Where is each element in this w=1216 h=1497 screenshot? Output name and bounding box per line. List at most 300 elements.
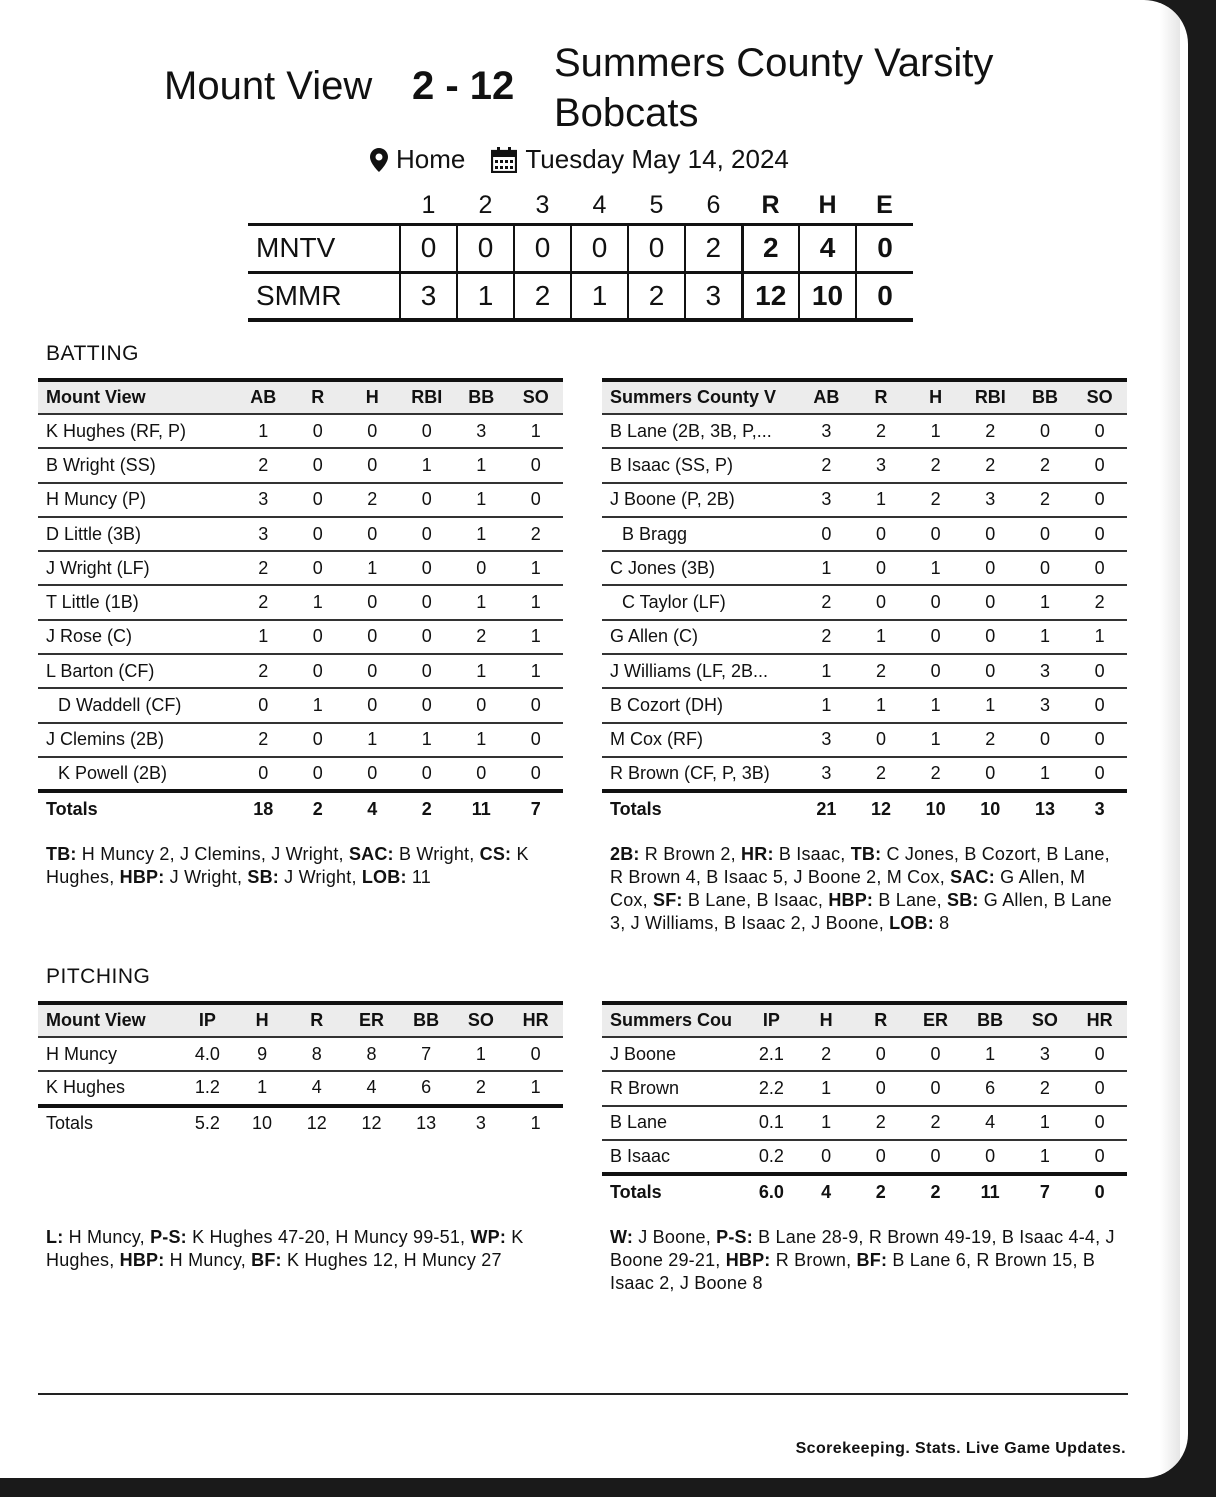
- pitching-section-title: PITCHING: [46, 965, 151, 988]
- stat-value: 0: [345, 414, 400, 448]
- stat-value: 2: [345, 483, 400, 517]
- stat-value: 3: [799, 414, 854, 448]
- total-value: 21: [799, 791, 854, 825]
- stat-value: 2: [799, 585, 854, 619]
- stats-column-header: RBI: [400, 380, 455, 414]
- stats-column-header: H: [235, 1003, 290, 1037]
- total-value: 11: [963, 1174, 1018, 1208]
- stat-value: 0: [854, 551, 909, 585]
- linescore-row: [248, 272, 913, 320]
- stat-value: 2: [799, 448, 854, 482]
- stat-value: 1: [345, 723, 400, 757]
- player-row: [602, 1071, 1127, 1105]
- inning-runs: 0: [628, 224, 685, 272]
- stat-value: 1: [400, 723, 455, 757]
- stat-value: 1.2: [180, 1071, 235, 1105]
- stat-value: 0: [400, 551, 455, 585]
- stat-value: 1: [509, 551, 564, 585]
- stat-value: 0: [291, 483, 346, 517]
- stat-value: 0: [400, 483, 455, 517]
- stats-column-header: R: [854, 380, 909, 414]
- note-label: P-S:: [150, 1227, 187, 1247]
- stat-value: 1: [908, 551, 963, 585]
- player-name: J Clemins (2B): [38, 723, 236, 757]
- stat-value: 1: [854, 483, 909, 517]
- totals-label: Totals: [38, 791, 236, 825]
- stat-value: 0: [400, 757, 455, 791]
- total-value: 18: [236, 791, 291, 825]
- stats-team-header: Summers County V: [602, 380, 799, 414]
- stat-value: 0: [1072, 723, 1127, 757]
- stat-value: 1: [454, 517, 509, 551]
- note-label: BF:: [856, 1250, 888, 1270]
- player-name: B Isaac (SS, P): [602, 448, 799, 482]
- note-text: B Lane 28-9, R Brown 49-19, B Isaac 4-4, J Boone 29-21,: [610, 1227, 1115, 1270]
- batting-section-title: BATTING: [46, 342, 139, 365]
- stat-value: 1: [908, 414, 963, 448]
- stat-value: 0: [1072, 1071, 1127, 1105]
- stat-value: 0: [291, 448, 346, 482]
- totals-label: Totals: [602, 791, 799, 825]
- player-name: B Lane: [602, 1106, 744, 1140]
- stat-value: 0: [908, 585, 963, 619]
- stat-value: 1: [400, 448, 455, 482]
- player-row: [38, 620, 563, 654]
- stat-value: 2: [963, 414, 1018, 448]
- stat-value: 1: [908, 688, 963, 722]
- stat-value: 1: [454, 483, 509, 517]
- map-pin-icon: [370, 148, 388, 172]
- stat-value: 1: [963, 1037, 1018, 1071]
- stat-value: 0: [963, 551, 1018, 585]
- stat-value: 0: [345, 585, 400, 619]
- stat-value: 1: [291, 585, 346, 619]
- stats-column-header: RBI: [963, 380, 1018, 414]
- stat-value: 2: [236, 448, 291, 482]
- inning-runs: 0: [400, 224, 457, 272]
- stat-value: 1: [854, 620, 909, 654]
- stat-value: 2: [1018, 448, 1073, 482]
- player-row: [38, 448, 563, 482]
- note-label: P-S:: [716, 1227, 753, 1247]
- inning-runs: 1: [457, 272, 514, 320]
- player-row: [602, 1037, 1127, 1071]
- player-name: B Isaac: [602, 1140, 744, 1174]
- stat-value: 3: [236, 517, 291, 551]
- note-text: R Brown,: [770, 1250, 857, 1270]
- note-text: C Jones, B Cozort, B Lane, R Brown 4, B Isaac 5, J Boone 2, M Cox,: [610, 844, 1110, 887]
- note-text: K Hughes 12, H Muncy 27: [281, 1250, 502, 1270]
- footer-divider: [38, 1393, 1128, 1395]
- total-value: 3: [454, 1106, 509, 1140]
- note-text: 11: [406, 867, 431, 887]
- stat-value: 3: [799, 757, 854, 791]
- stat-value: 0: [1072, 654, 1127, 688]
- stats-column-header: IP: [180, 1003, 235, 1037]
- linescore-header-row: [248, 188, 913, 224]
- player-name: J Wright (LF): [38, 551, 236, 585]
- player-name: H Muncy: [38, 1037, 180, 1071]
- stat-value: 0: [963, 585, 1018, 619]
- home-pitching-notes: [610, 1226, 1115, 1295]
- home-team-name: Summers County Varsity Bobcats: [554, 41, 994, 135]
- stat-value: 0: [509, 448, 564, 482]
- page-edge-shadow: [1160, 0, 1180, 1478]
- stat-value: 0: [345, 620, 400, 654]
- stats-column-header: H: [908, 380, 963, 414]
- note-text: 8: [933, 913, 950, 933]
- linescore-row: [248, 224, 913, 272]
- stat-value: 0: [908, 654, 963, 688]
- player-row: [602, 620, 1127, 654]
- total-value: 1: [508, 1106, 563, 1140]
- totals-row: [38, 1106, 563, 1140]
- stat-value: 0: [454, 551, 509, 585]
- totals-row: [38, 791, 563, 825]
- stat-value: 3: [799, 483, 854, 517]
- stat-value: 0: [1072, 757, 1127, 791]
- note-label: HBP:: [119, 1250, 165, 1270]
- stat-value: 2: [908, 448, 963, 482]
- total-runs: 2: [742, 224, 799, 272]
- player-name: C Jones (3B): [602, 551, 799, 585]
- linescore-team: MNTV: [248, 224, 400, 272]
- stat-value: 1: [1072, 620, 1127, 654]
- note-label: L:: [46, 1227, 64, 1247]
- stat-value: 0: [1072, 517, 1127, 551]
- stat-value: 6: [963, 1071, 1018, 1105]
- total-value: 2: [853, 1174, 908, 1208]
- inning-header: 4: [592, 190, 607, 219]
- stat-value: 0: [1072, 414, 1127, 448]
- stats-column-header: BB: [1018, 380, 1073, 414]
- note-label: WP:: [470, 1227, 507, 1247]
- player-name: D Little (3B): [38, 517, 236, 551]
- player-row: [602, 483, 1127, 517]
- stat-value: 0: [400, 688, 455, 722]
- stat-value: 1: [236, 620, 291, 654]
- inning-header: 6: [706, 190, 721, 219]
- runs-header: R: [761, 190, 780, 219]
- note-label: TB:: [46, 844, 77, 864]
- player-name: H Muncy (P): [38, 483, 236, 517]
- stat-value: 0: [853, 1140, 908, 1174]
- footer-tagline: Scorekeeping. Stats. Live Game Updates.: [795, 1440, 1126, 1457]
- stats-header-row: [38, 380, 563, 414]
- player-name: K Hughes: [38, 1071, 180, 1105]
- stat-value: 0: [291, 620, 346, 654]
- note-label: BF:: [251, 1250, 282, 1270]
- stat-value: 0: [799, 1140, 854, 1174]
- stat-value: 0: [854, 723, 909, 757]
- stat-value: 0: [345, 517, 400, 551]
- player-row: [38, 757, 563, 791]
- note-text: K Hughes 47-20, H Muncy 99-51,: [186, 1227, 471, 1247]
- stats-column-header: R: [853, 1003, 908, 1037]
- stat-value: 1: [908, 723, 963, 757]
- stat-value: 0: [853, 1071, 908, 1105]
- stat-value: 1: [963, 688, 1018, 722]
- note-label: HBP:: [828, 890, 874, 910]
- total-value: 0: [1072, 1174, 1127, 1208]
- player-row: [602, 414, 1127, 448]
- stat-value: 4: [963, 1106, 1018, 1140]
- inning-header: 3: [535, 190, 550, 219]
- stat-value: 0: [509, 723, 564, 757]
- stat-value: 3: [454, 414, 509, 448]
- note-text: R Brown 2,: [639, 844, 742, 864]
- note-label: HR:: [741, 844, 774, 864]
- player-name: D Waddell (CF): [38, 688, 236, 722]
- player-row: [602, 517, 1127, 551]
- stat-value: 1: [799, 1106, 854, 1140]
- total-value: 12: [854, 791, 909, 825]
- hits-header: H: [818, 190, 837, 219]
- away-pitching-notes: [46, 1226, 566, 1272]
- total-value: 10: [908, 791, 963, 825]
- home-batting-notes: [610, 843, 1115, 935]
- total-value: 12: [344, 1106, 399, 1140]
- stat-value: 8: [344, 1037, 399, 1071]
- stat-value: 1: [509, 654, 564, 688]
- stat-value: 0: [908, 1037, 963, 1071]
- stat-value: 0: [400, 414, 455, 448]
- game-location: Home: [396, 144, 466, 174]
- inning-runs: 2: [685, 224, 742, 272]
- final-score: 2 - 12: [412, 64, 515, 108]
- total-value: 2: [400, 791, 455, 825]
- errors-header: E: [876, 190, 893, 219]
- player-row: [602, 757, 1127, 791]
- stat-value: 2: [799, 1037, 854, 1071]
- totals-row: [602, 1174, 1127, 1208]
- total-hits: 4: [799, 224, 856, 272]
- note-text: H Muncy 2, J Clemins, J Wright,: [76, 844, 349, 864]
- total-value: 4: [799, 1174, 854, 1208]
- inning-header: 5: [649, 190, 664, 219]
- total-value: 12: [289, 1106, 344, 1140]
- stats-header-row: [602, 1003, 1127, 1037]
- total-value: 2: [908, 1174, 963, 1208]
- stat-value: 0: [400, 620, 455, 654]
- stat-value: 0: [963, 654, 1018, 688]
- total-value: 13: [1018, 791, 1073, 825]
- inning-runs: 2: [628, 272, 685, 320]
- stat-value: 6: [399, 1071, 454, 1105]
- note-label: CS:: [479, 844, 512, 864]
- stat-value: 2: [454, 620, 509, 654]
- stat-value: 0: [236, 757, 291, 791]
- stat-value: 0: [509, 757, 564, 791]
- stat-value: 2: [908, 1106, 963, 1140]
- total-value: 3: [1072, 791, 1127, 825]
- stat-value: 3: [1018, 1037, 1073, 1071]
- totals-label: Totals: [602, 1174, 744, 1208]
- note-text: B Wright,: [393, 844, 480, 864]
- stat-value: 2: [1018, 483, 1073, 517]
- player-row: [38, 1037, 563, 1071]
- stat-value: 0.1: [744, 1106, 799, 1140]
- stat-value: 1: [454, 654, 509, 688]
- player-row: [38, 688, 563, 722]
- player-row: [38, 414, 563, 448]
- total-errors: 0: [856, 224, 913, 272]
- linescore-table: [248, 188, 913, 322]
- stat-value: 1: [454, 448, 509, 482]
- inning-runs: 0: [571, 224, 628, 272]
- player-row: [602, 1106, 1127, 1140]
- player-name: K Hughes (RF, P): [38, 414, 236, 448]
- stat-value: 0: [963, 620, 1018, 654]
- player-name: J Williams (LF, 2B...: [602, 654, 799, 688]
- stat-value: 0: [1018, 414, 1073, 448]
- stat-value: 0: [1072, 551, 1127, 585]
- stats-column-header: SO: [1072, 380, 1127, 414]
- note-label: SAC:: [348, 844, 394, 864]
- stats-team-header: Summers Cou: [602, 1003, 744, 1037]
- player-name: J Boone (P, 2B): [602, 483, 799, 517]
- stat-value: 2: [853, 1106, 908, 1140]
- stat-value: 3: [1018, 688, 1073, 722]
- stat-value: 1: [1018, 1140, 1073, 1174]
- stat-value: 0: [509, 688, 564, 722]
- stat-value: 1: [1018, 620, 1073, 654]
- player-row: [38, 483, 563, 517]
- stat-value: 2: [509, 517, 564, 551]
- stats-column-header: R: [291, 380, 346, 414]
- stat-value: 2: [854, 654, 909, 688]
- note-label: SB:: [946, 890, 979, 910]
- stat-value: 1: [454, 1037, 509, 1071]
- stat-value: 1: [291, 688, 346, 722]
- player-row: [602, 448, 1127, 482]
- stat-value: 3: [236, 483, 291, 517]
- player-name: B Bragg: [602, 517, 799, 551]
- player-row: [602, 551, 1127, 585]
- player-row: [38, 723, 563, 757]
- inning-runs: 3: [685, 272, 742, 320]
- stat-value: 4: [289, 1071, 344, 1105]
- stat-value: 0: [1018, 723, 1073, 757]
- stat-value: 7: [399, 1037, 454, 1071]
- player-row: [38, 585, 563, 619]
- player-name: B Wright (SS): [38, 448, 236, 482]
- stats-column-header: H: [345, 380, 400, 414]
- stat-value: 2: [854, 414, 909, 448]
- total-value: 10: [963, 791, 1018, 825]
- total-value: 2: [291, 791, 346, 825]
- stat-value: 0.2: [744, 1140, 799, 1174]
- stat-value: 2.2: [744, 1071, 799, 1105]
- stats-column-header: R: [289, 1003, 344, 1037]
- stat-value: 0: [908, 1140, 963, 1174]
- total-errors: 0: [856, 272, 913, 320]
- note-text: B Lane, B Isaac,: [682, 890, 829, 910]
- stats-column-header: H: [799, 1003, 854, 1037]
- totals-row: [602, 791, 1127, 825]
- note-text: B Lane,: [873, 890, 947, 910]
- stats-column-header: HR: [1072, 1003, 1127, 1037]
- stat-value: 1: [799, 688, 854, 722]
- note-text: K Hughes,: [46, 1227, 524, 1270]
- stat-value: 0: [854, 585, 909, 619]
- stat-value: 2: [454, 1071, 509, 1105]
- stat-value: 2: [236, 654, 291, 688]
- stat-value: 0: [236, 688, 291, 722]
- stat-value: 0: [345, 448, 400, 482]
- stat-value: 0: [1072, 1140, 1127, 1174]
- calendar-icon: [491, 147, 517, 173]
- inning-runs: 2: [514, 272, 571, 320]
- player-row: [602, 1140, 1127, 1174]
- note-label: 2B:: [610, 844, 640, 864]
- stat-value: 3: [1018, 654, 1073, 688]
- note-text: J Wright,: [278, 867, 362, 887]
- home-pitching-table: [602, 1001, 1127, 1208]
- stat-value: 0: [291, 654, 346, 688]
- note-text: J Wright,: [164, 867, 248, 887]
- stat-value: 0: [345, 757, 400, 791]
- stat-value: 2: [236, 585, 291, 619]
- stat-value: 0: [400, 585, 455, 619]
- player-name: B Cozort (DH): [602, 688, 799, 722]
- stat-value: 0: [1072, 483, 1127, 517]
- note-text: G Allen, B Lane 3, J Williams, B Isaac 2, J Boone,: [610, 890, 1112, 933]
- total-value: 5.2: [180, 1106, 235, 1140]
- stat-value: 2: [236, 723, 291, 757]
- stat-value: 1: [235, 1071, 290, 1105]
- note-label: TB:: [850, 844, 882, 864]
- stat-value: 0: [908, 517, 963, 551]
- note-text: B Isaac,: [773, 844, 851, 864]
- inning-runs: 3: [400, 272, 457, 320]
- stat-value: 0: [509, 483, 564, 517]
- stat-value: 1: [1018, 585, 1073, 619]
- player-name: J Boone: [602, 1037, 744, 1071]
- player-name: T Little (1B): [38, 585, 236, 619]
- total-value: 4: [345, 791, 400, 825]
- player-name: R Brown (CF, P, 3B): [602, 757, 799, 791]
- inning-header: 1: [421, 190, 436, 219]
- game-meta: [370, 144, 789, 175]
- stat-value: 0: [1018, 517, 1073, 551]
- total-value: 6.0: [744, 1174, 799, 1208]
- stat-value: 0: [454, 688, 509, 722]
- stats-column-header: BB: [963, 1003, 1018, 1037]
- inning-runs: 0: [514, 224, 571, 272]
- stat-value: 0: [454, 757, 509, 791]
- player-row: [38, 1071, 563, 1105]
- stat-value: 2: [1072, 585, 1127, 619]
- stat-value: 0: [853, 1037, 908, 1071]
- player-name: K Powell (2B): [38, 757, 236, 791]
- stat-value: 0: [908, 620, 963, 654]
- inning-runs: 1: [571, 272, 628, 320]
- linescore-team: SMMR: [248, 272, 400, 320]
- stat-value: 1: [454, 585, 509, 619]
- total-value: 7: [509, 791, 564, 825]
- note-text: K Hughes,: [46, 844, 529, 887]
- inning-runs: 0: [457, 224, 514, 272]
- stats-header-row: [38, 1003, 563, 1037]
- stat-value: 0: [291, 757, 346, 791]
- stat-value: 1: [509, 620, 564, 654]
- game-date: Tuesday May 14, 2024: [525, 144, 789, 174]
- away-team-name: Mount View: [164, 64, 373, 108]
- stats-column-header: ER: [344, 1003, 399, 1037]
- note-label: SB:: [247, 867, 279, 887]
- note-label: LOB:: [889, 913, 934, 933]
